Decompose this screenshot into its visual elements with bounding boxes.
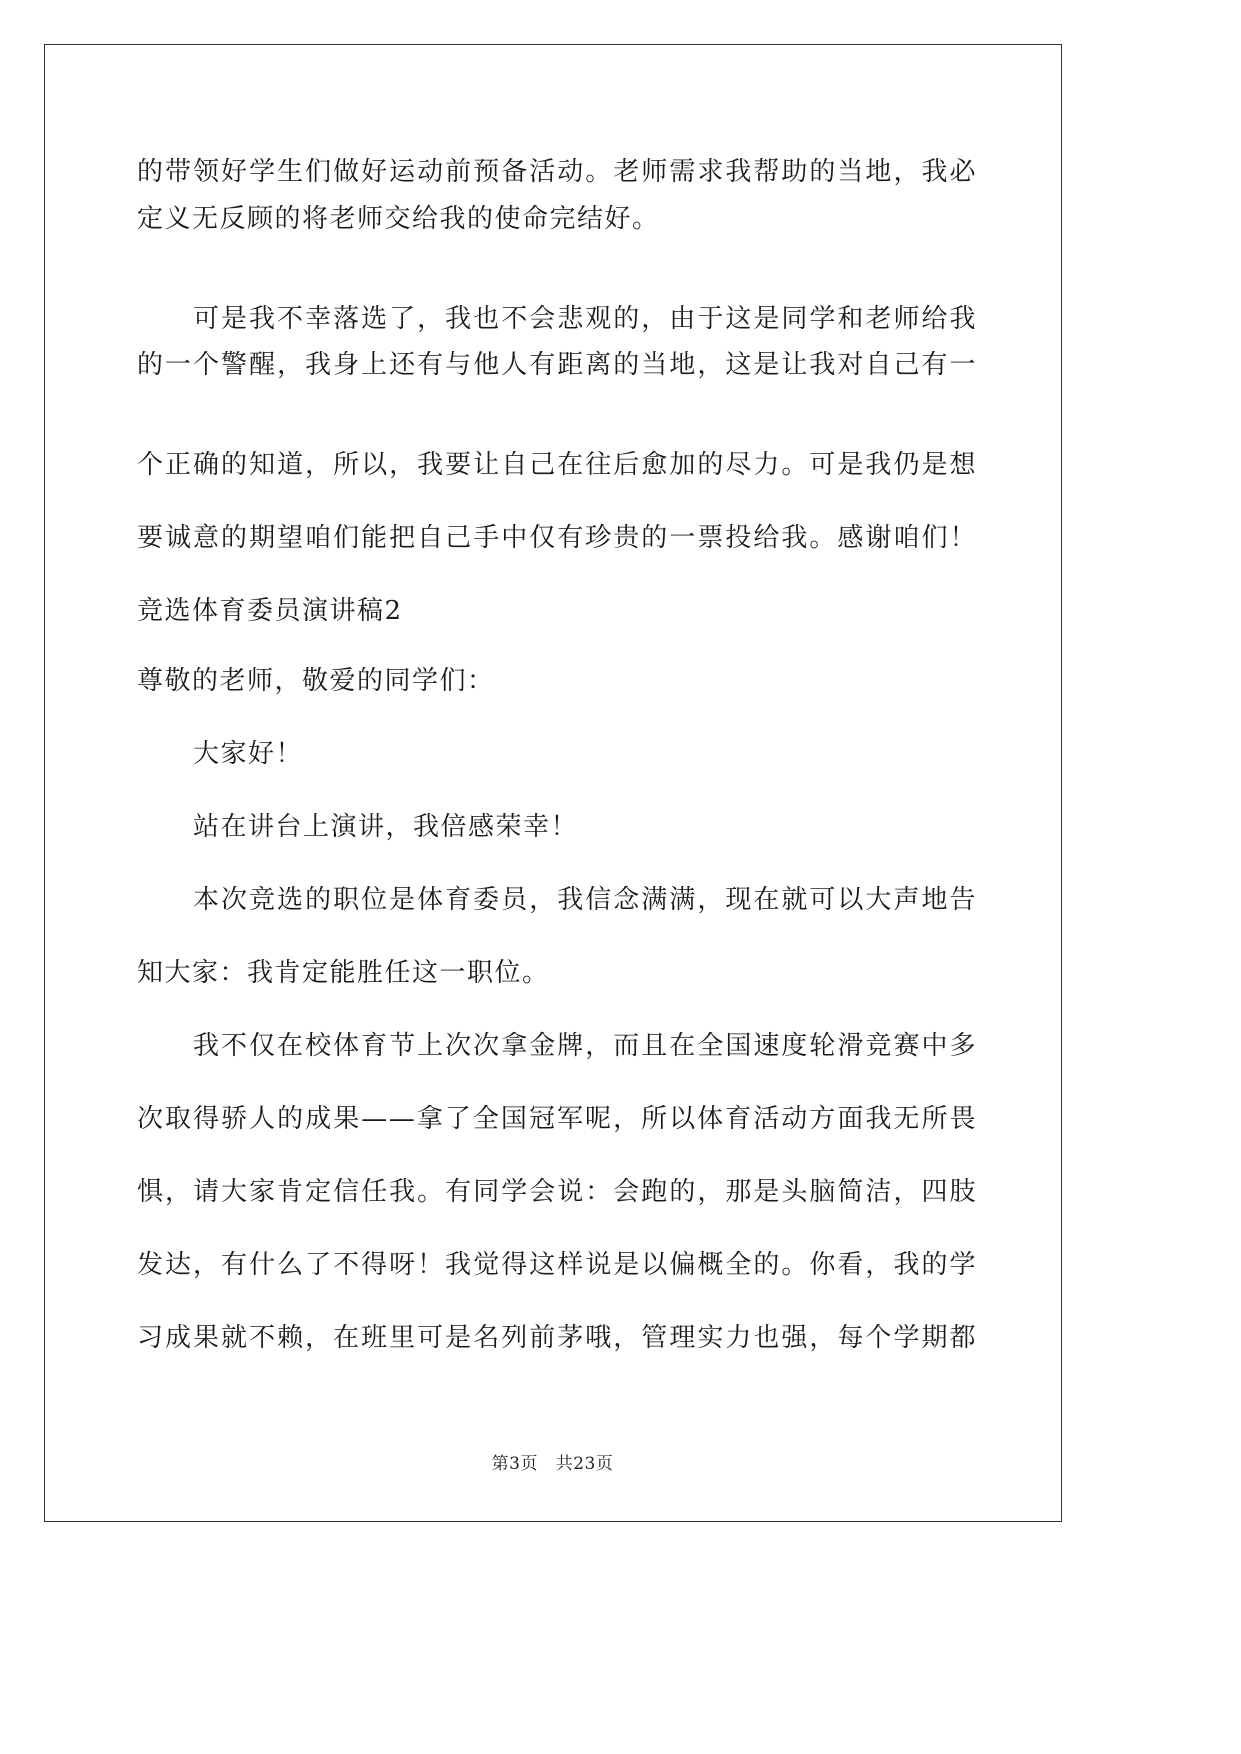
page-footer [0, 1453, 1105, 1475]
page-number: 第3页 [491, 1454, 538, 1474]
body-line: 定义无反顾的将老师交给我的使命完结好。 [137, 204, 660, 234]
salutation: 尊敬的老师，敬爱的同学们： [137, 666, 495, 696]
body-line: 的一个警醒，我身上还有与他人有距离的当地，这是让我对自己有一 [137, 350, 977, 380]
body-line: 要诚意的期望咱们能把自己手中仅有珍贵的一票投给我。感谢咱们！ [137, 523, 977, 553]
body-line: 习成果就不赖，在班里可是名列前茅哦，管理实力也强，每个学期都 [137, 1323, 977, 1353]
body-line: 站在讲台上演讲，我倍感荣幸！ [193, 812, 579, 842]
page-border [44, 44, 1062, 1522]
body-line: 发达，有什么了不得呀！我觉得这样说是以偏概全的。你看，我的学 [137, 1250, 977, 1280]
body-line: 次取得骄人的成果——拿了全国冠军呢，所以体育活动方面我无所畏 [137, 1104, 977, 1134]
body-line: 本次竞选的职位是体育委员，我信念满满，现在就可以大声地告 [193, 885, 977, 915]
body-line: 可是我不幸落选了，我也不会悲观的，由于这是同学和老师给我 [193, 304, 977, 334]
body-line: 的带领好学生们做好运动前预备活动。老师需求我帮助的当地，我必 [137, 157, 977, 187]
body-line: 个正确的知道，所以，我要让自己在往后愈加的尽力。可是我仍是想 [137, 450, 977, 480]
page-total: 共23页 [555, 1454, 614, 1474]
body-line: 我不仅在校体育节上次次拿金牌，而且在全国速度轮滑竞赛中多 [193, 1031, 977, 1061]
body-line: 知大家：我肯定能胜任这一职位。 [137, 958, 550, 988]
body-line: 惧，请大家肯定信任我。有同学会说：会跑的，那是头脑简洁，四肢 [137, 1177, 977, 1207]
section-title: 竞选体育委员演讲稿2 [137, 596, 403, 626]
greeting: 大家好！ [193, 739, 304, 769]
